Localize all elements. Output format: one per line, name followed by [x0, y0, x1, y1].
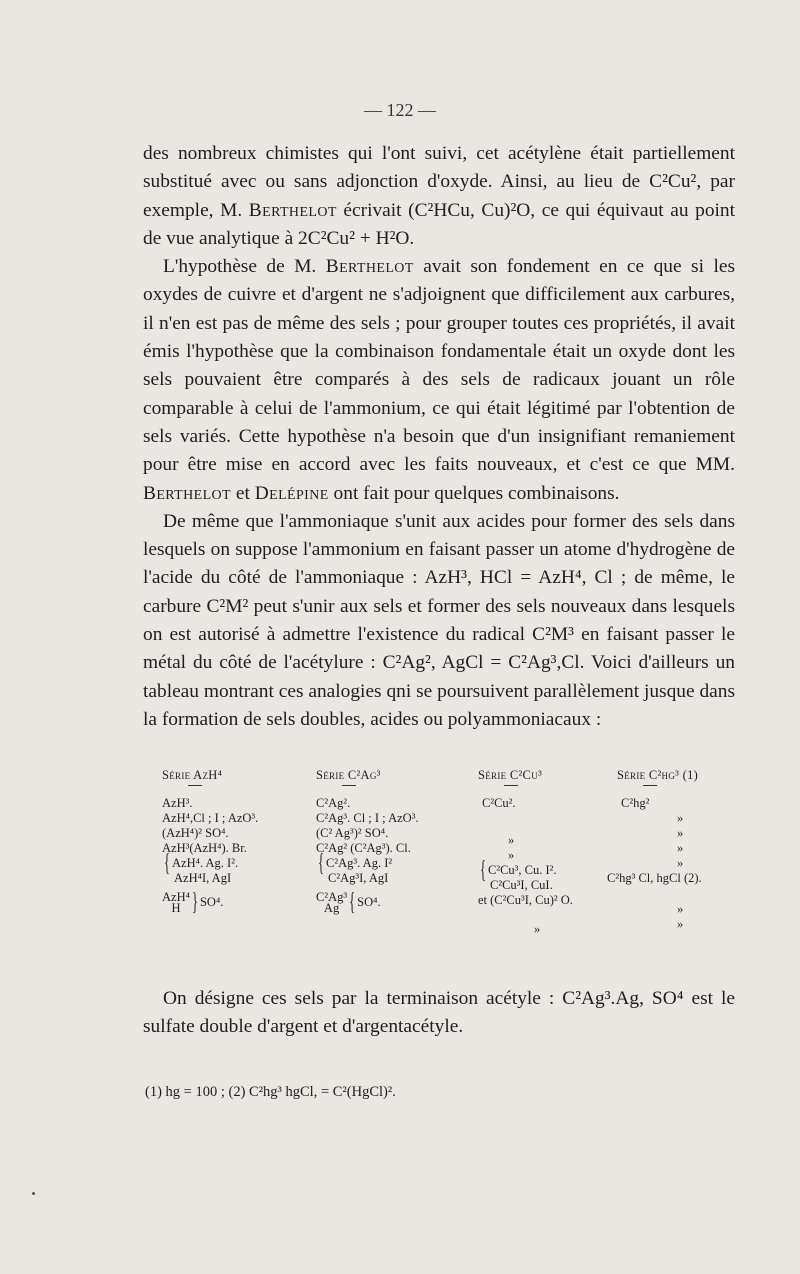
paragraph-2: [143, 253, 735, 508]
paragraph-3: De même que l'ammoniaque s'unit aux acides pour former des sels dans lesquels on suppose l'ammonium en faisant passer un atome d'hydrogène de l'acide du côté de l'ammoniaque : AzH³, HCl = AzH⁴, Cl ; de même, le carbure C²M² peut s'unir aux sels et former des sels nouveaux dans lesquels on est autorisé à admettre l'existence du radical C²M³ en faisant passer le métal du côté de l'acétylure : C²Ag², AgCl = C²Ag³,Cl. Voici d'ailleurs un tableau montrant ces analogies qni se poursuivent parallèlement jusque dans la formation de sels doubles, acides ou polyammoniacaux :: [143, 510, 735, 730]
table-cell: SO⁴.: [199, 894, 224, 909]
table-row: C²Ag³I, AgI: [328, 871, 389, 885]
paragraph-4: On désigne ces sels par la terminaison acétyle : C²Ag³.Ag, SO⁴ est le sulfate double d'argent et d'argentacétyle.: [143, 988, 735, 1038]
table-row: AzH³.: [162, 796, 193, 810]
table-row: (AzH⁴)² SO⁴.: [162, 826, 229, 840]
table-cell: AzH⁴. Ag. I².: [172, 856, 239, 870]
formula-bottom: Ag: [323, 901, 340, 915]
divider: [504, 785, 518, 786]
table-row: »: [508, 833, 515, 847]
table-row: »: [677, 841, 684, 855]
table-row: C²Ag² (C²Ag³). Cl.: [316, 841, 411, 855]
table-row: »: [534, 922, 541, 936]
page-number: — 122 —: [364, 100, 436, 120]
formula-top: C²Ag³: [316, 890, 348, 904]
paragraph-2-text-b: avait son fondement en ce que si les oxydes de cuivre et d'argent ne s'adjoignent que difficilement aux carbures, il n'en est pas de même des sels ; pour grouper toutes ces propriétés, il avait émis l'hypothèse que la combinaison fondamentale était un oxyde dont les sels pouvaient être comparés à des sels de radicaux jouant un rôle comparable à celui de l'ammonium, ce qui était légitimé par l'obtention de sels variés. Cette hypothèse n'a besoin que d'un insignifiant remaniement pour être mise en accord avec les faits nouveaux, et c'est ce que MM.: [143, 256, 735, 476]
author-name: Delépine: [254, 482, 329, 504]
paragraph-2-text-c: et: [231, 482, 255, 504]
table-row: C²Ag².: [316, 796, 351, 810]
table-row: »: [677, 902, 684, 916]
table-row: [478, 855, 573, 884]
table-row: »: [677, 856, 684, 870]
author-name: Berthelot: [143, 482, 232, 504]
brace: }: [191, 887, 198, 916]
formula-stack: [162, 892, 190, 914]
table-cell: C²Cu³, Cu. I².: [488, 863, 557, 877]
scan-speck: [32, 1192, 35, 1195]
formula-stack: [316, 892, 347, 914]
footnote: (1) hg = 100 ; (2) C²hg³ hgCl, = C²(HgCl)².: [145, 1084, 396, 1100]
table-column-azh4: [162, 768, 258, 918]
table-row: AzH³(AzH⁴). Br.: [162, 841, 247, 855]
divider: [188, 785, 202, 786]
divider: [342, 785, 356, 786]
paragraph-1-text-b: écrivait (C²HCu, Cu)²O, ce qui équivaut au point de vue analytique à 2C²Cu² + H²O.: [143, 199, 735, 249]
table-column-c2hg3: [607, 768, 702, 932]
table-row: »: [677, 826, 684, 840]
table-row: C²hg²: [621, 796, 650, 810]
paragraph-2-text-d: ont fait pour quelques combinaisons.: [328, 482, 620, 504]
closing-paragraph: [143, 985, 735, 1042]
table-row: AzH⁴,Cl ; I ; AzO³.: [162, 811, 259, 825]
table-cell: SO⁴.: [357, 894, 381, 909]
author-name: Berthelot: [248, 199, 337, 221]
column-header: Série C²Ag³: [316, 768, 381, 782]
table-row: AzH⁴I, AgI: [174, 871, 232, 885]
paragraph-1: [143, 140, 735, 253]
formula-bottom: H: [171, 901, 181, 915]
table-row: »: [508, 848, 515, 862]
table-row: C²hg³ Cl, hgCl (2).: [607, 871, 702, 885]
column-header: Série C²hg³ (1): [617, 768, 699, 782]
table-row: [316, 887, 419, 918]
paragraph-1-text: des nombreux chimistes qui l'ont suivi, cet acétylène était partiellement substitué avec ou sans adjonction d'oxyde. Ainsi, au lieu de C²Cu², par exemple, M.: [143, 143, 735, 221]
brace: {: [164, 848, 170, 877]
column-header: Série C²Cu³: [478, 768, 543, 782]
table-row: [162, 887, 258, 918]
author-name: Berthelot: [325, 256, 414, 278]
spacer: [478, 811, 573, 833]
formula-top: AzH⁴: [162, 890, 190, 904]
main-text: [143, 140, 735, 734]
table-row: et (C²Cu³I, Cu)² O.: [478, 893, 573, 907]
brace: {: [480, 855, 486, 884]
table-row: C²Ag³. Cl ; I ; AzO³.: [316, 811, 419, 825]
column-header: Série AzH⁴: [162, 768, 223, 782]
table-row: C²Cu².: [482, 796, 516, 810]
table-row: »: [677, 811, 684, 825]
divider: [643, 785, 657, 786]
table-column-c2ag3: [316, 768, 419, 918]
table-column-c2cu3: [478, 768, 573, 937]
table-row: C²Cu³I, CuI.: [490, 878, 553, 892]
brace: {: [349, 887, 356, 916]
paragraph-2-text: L'hypothèse de M.: [163, 256, 326, 278]
table-row: (C² Ag³)² SO⁴.: [316, 826, 389, 840]
brace: {: [318, 848, 324, 877]
table-cell: C²Ag³. Ag. I²: [326, 856, 393, 870]
table-row: »: [677, 917, 684, 931]
